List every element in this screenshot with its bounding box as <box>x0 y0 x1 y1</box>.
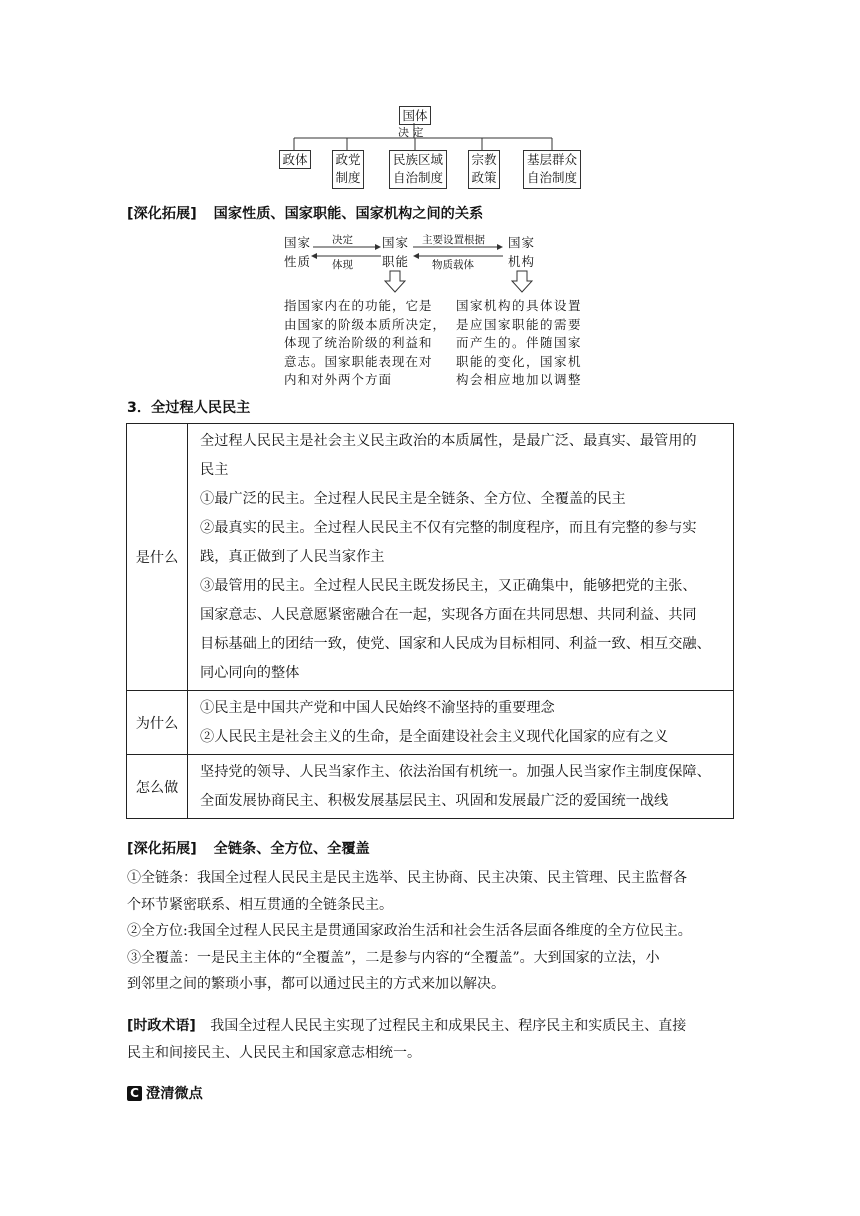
content-line: 民主 <box>200 462 229 478</box>
content-line: 全面发展协商民主、积极发展基层民主、巩固和发展最广泛的爱国统一战线 <box>200 793 669 809</box>
content-line: ③最管用的民主。全过程人民民主既发扬民主，又正确集中，能够把党的主张、 <box>200 578 697 594</box>
content-line: 国家意志、人民意愿紧密融合在一起，实现各方面在共同思想、共同利益、共同 <box>200 607 697 623</box>
root-decides-label: 决 定 <box>398 126 424 139</box>
content-line: ②人民民主是社会主义的生命，是全面建设社会主义现代化国家的应有之义 <box>200 729 669 745</box>
child-node-ethnic-autonomy: 民族区域 自治制度 <box>389 150 447 189</box>
row-content <box>188 691 734 755</box>
note-line: 指国家内在的功能，它是 <box>284 298 433 313</box>
body-line: ②全方位:我国全过程人民民主是贯通国家政治生活和社会生活各层面各维度的全方位民主。 <box>127 923 692 939</box>
relation-arrows <box>310 244 510 260</box>
content-line: 同心同向的整体 <box>200 665 300 681</box>
extension-heading-1 <box>127 203 483 223</box>
tree-connectors <box>270 120 590 152</box>
down-arrow-left-icon <box>384 270 406 294</box>
arrow1-bottom-label: 体现 <box>332 259 353 271</box>
note-line: 而产生的。伴随国家 <box>456 335 583 350</box>
node-state-function: 国家 职能 <box>382 235 410 269</box>
extension-tag: [深化拓展] <box>127 841 197 857</box>
body-line <box>127 1013 735 1040</box>
politics-tag: [时政术语] <box>127 1018 196 1034</box>
content-line: 践，真正做到了人民当家作主 <box>200 549 385 565</box>
row-header: 是什么 <box>127 424 188 691</box>
politics-term <box>127 1013 735 1067</box>
extension-heading-2 <box>127 838 370 858</box>
body-line: 民主和间接民主、人民民主和国家意志相统一。 <box>127 1045 421 1061</box>
row-header: 怎么做 <box>127 755 188 819</box>
note-state-organ <box>456 297 582 390</box>
arrow2-top-label: 主要设置根据 <box>422 234 485 246</box>
note-line: 由国家的阶级本质所决定， <box>284 316 447 332</box>
table-row <box>127 691 734 755</box>
arrow1-top-label: 决定 <box>332 234 353 246</box>
content-line: 目标基础上的团结一致，使党、国家和人民成为目标相同、利益一致、相互交融、 <box>200 636 711 652</box>
content-line: 坚持党的领导、人民当家作主、依法治国有机统一。加强人民当家作主制度保障、 <box>200 764 711 780</box>
body-line: 到邻里之间的繁琐小事，都可以通过民主的方式来加以解决。 <box>127 976 505 992</box>
child-node-regime: 政体 <box>279 150 311 169</box>
section-title: 3．全过程人民民主 <box>127 400 251 416</box>
content-line: 全过程人民民主是社会主义民主政治的本质属性，是最广泛、最真实、最管用的 <box>200 433 697 449</box>
row-content <box>188 755 734 819</box>
note-line: 职能的变化，国家机 <box>456 353 583 369</box>
node-state-organ: 国家 机构 <box>508 235 536 269</box>
extension-title: 国家性质、国家职能、国家机构之间的关系 <box>213 206 484 222</box>
note-line: 构会相应地加以调整 <box>456 372 583 387</box>
node-state-nature: 国家 性质 <box>284 235 312 269</box>
note-line: 内和对外两个方面 <box>284 372 393 387</box>
child-node-grassroots-autonomy: 基层群众 自治制度 <box>523 150 581 189</box>
arrow2-bottom-label: 物质载体 <box>432 259 474 271</box>
child-node-religion-policy: 宗教 政策 <box>468 150 500 189</box>
content-line: ①最广泛的民主。全过程人民民主是全链条、全方位、全覆盖的民主 <box>200 491 626 507</box>
note-line: 是应国家职能的需要 <box>456 316 583 332</box>
democracy-table <box>126 423 734 819</box>
child-node-party-system: 政党 制度 <box>332 150 364 189</box>
table-row <box>127 755 734 819</box>
body-line: ③全覆盖：一是民主主体的“全覆盖”，二是参与内容的“全覆盖”。大到国家的立法，小 <box>127 949 660 966</box>
extension-body <box>127 865 735 998</box>
content-line: ①民主是中国共产党和中国人民始终不渝坚持的重要理念 <box>200 700 555 716</box>
content-line: ②最真实的民主。全过程人民民主不仅有完整的制度程序，而且有完整的参与实 <box>200 520 697 536</box>
row-content <box>188 424 734 691</box>
down-arrow-right-icon <box>511 270 533 294</box>
row-header: 为什么 <box>127 691 188 755</box>
root-node: 国体 <box>399 106 431 125</box>
extension-title: 全链条、全方位、全覆盖 <box>213 841 370 857</box>
table-row <box>127 424 734 691</box>
clarify-icon: C <box>127 1086 142 1101</box>
body-line: 个环节紧密联系、相互贯通的全链条民主。 <box>127 896 393 913</box>
note-line: 意志。国家职能表现在对 <box>284 353 433 369</box>
clarify-title: 澄清微点 <box>146 1086 203 1102</box>
note-state-function <box>284 297 446 390</box>
extension-tag: [深化拓展] <box>127 206 197 222</box>
politics-text: 我国全过程人民民主实现了过程民主和成果民主、程序民主和实质民主、直接 <box>210 1018 687 1034</box>
clarify-section-header <box>127 1083 203 1103</box>
note-line: 体现了统治阶级的利益和 <box>284 335 433 350</box>
body-line: ①全链条：我国全过程人民民主是民主选举、民主协商、民主决策、民主管理、民主监督各 <box>127 870 687 886</box>
note-line: 国家机构的具体设置 <box>456 298 583 313</box>
